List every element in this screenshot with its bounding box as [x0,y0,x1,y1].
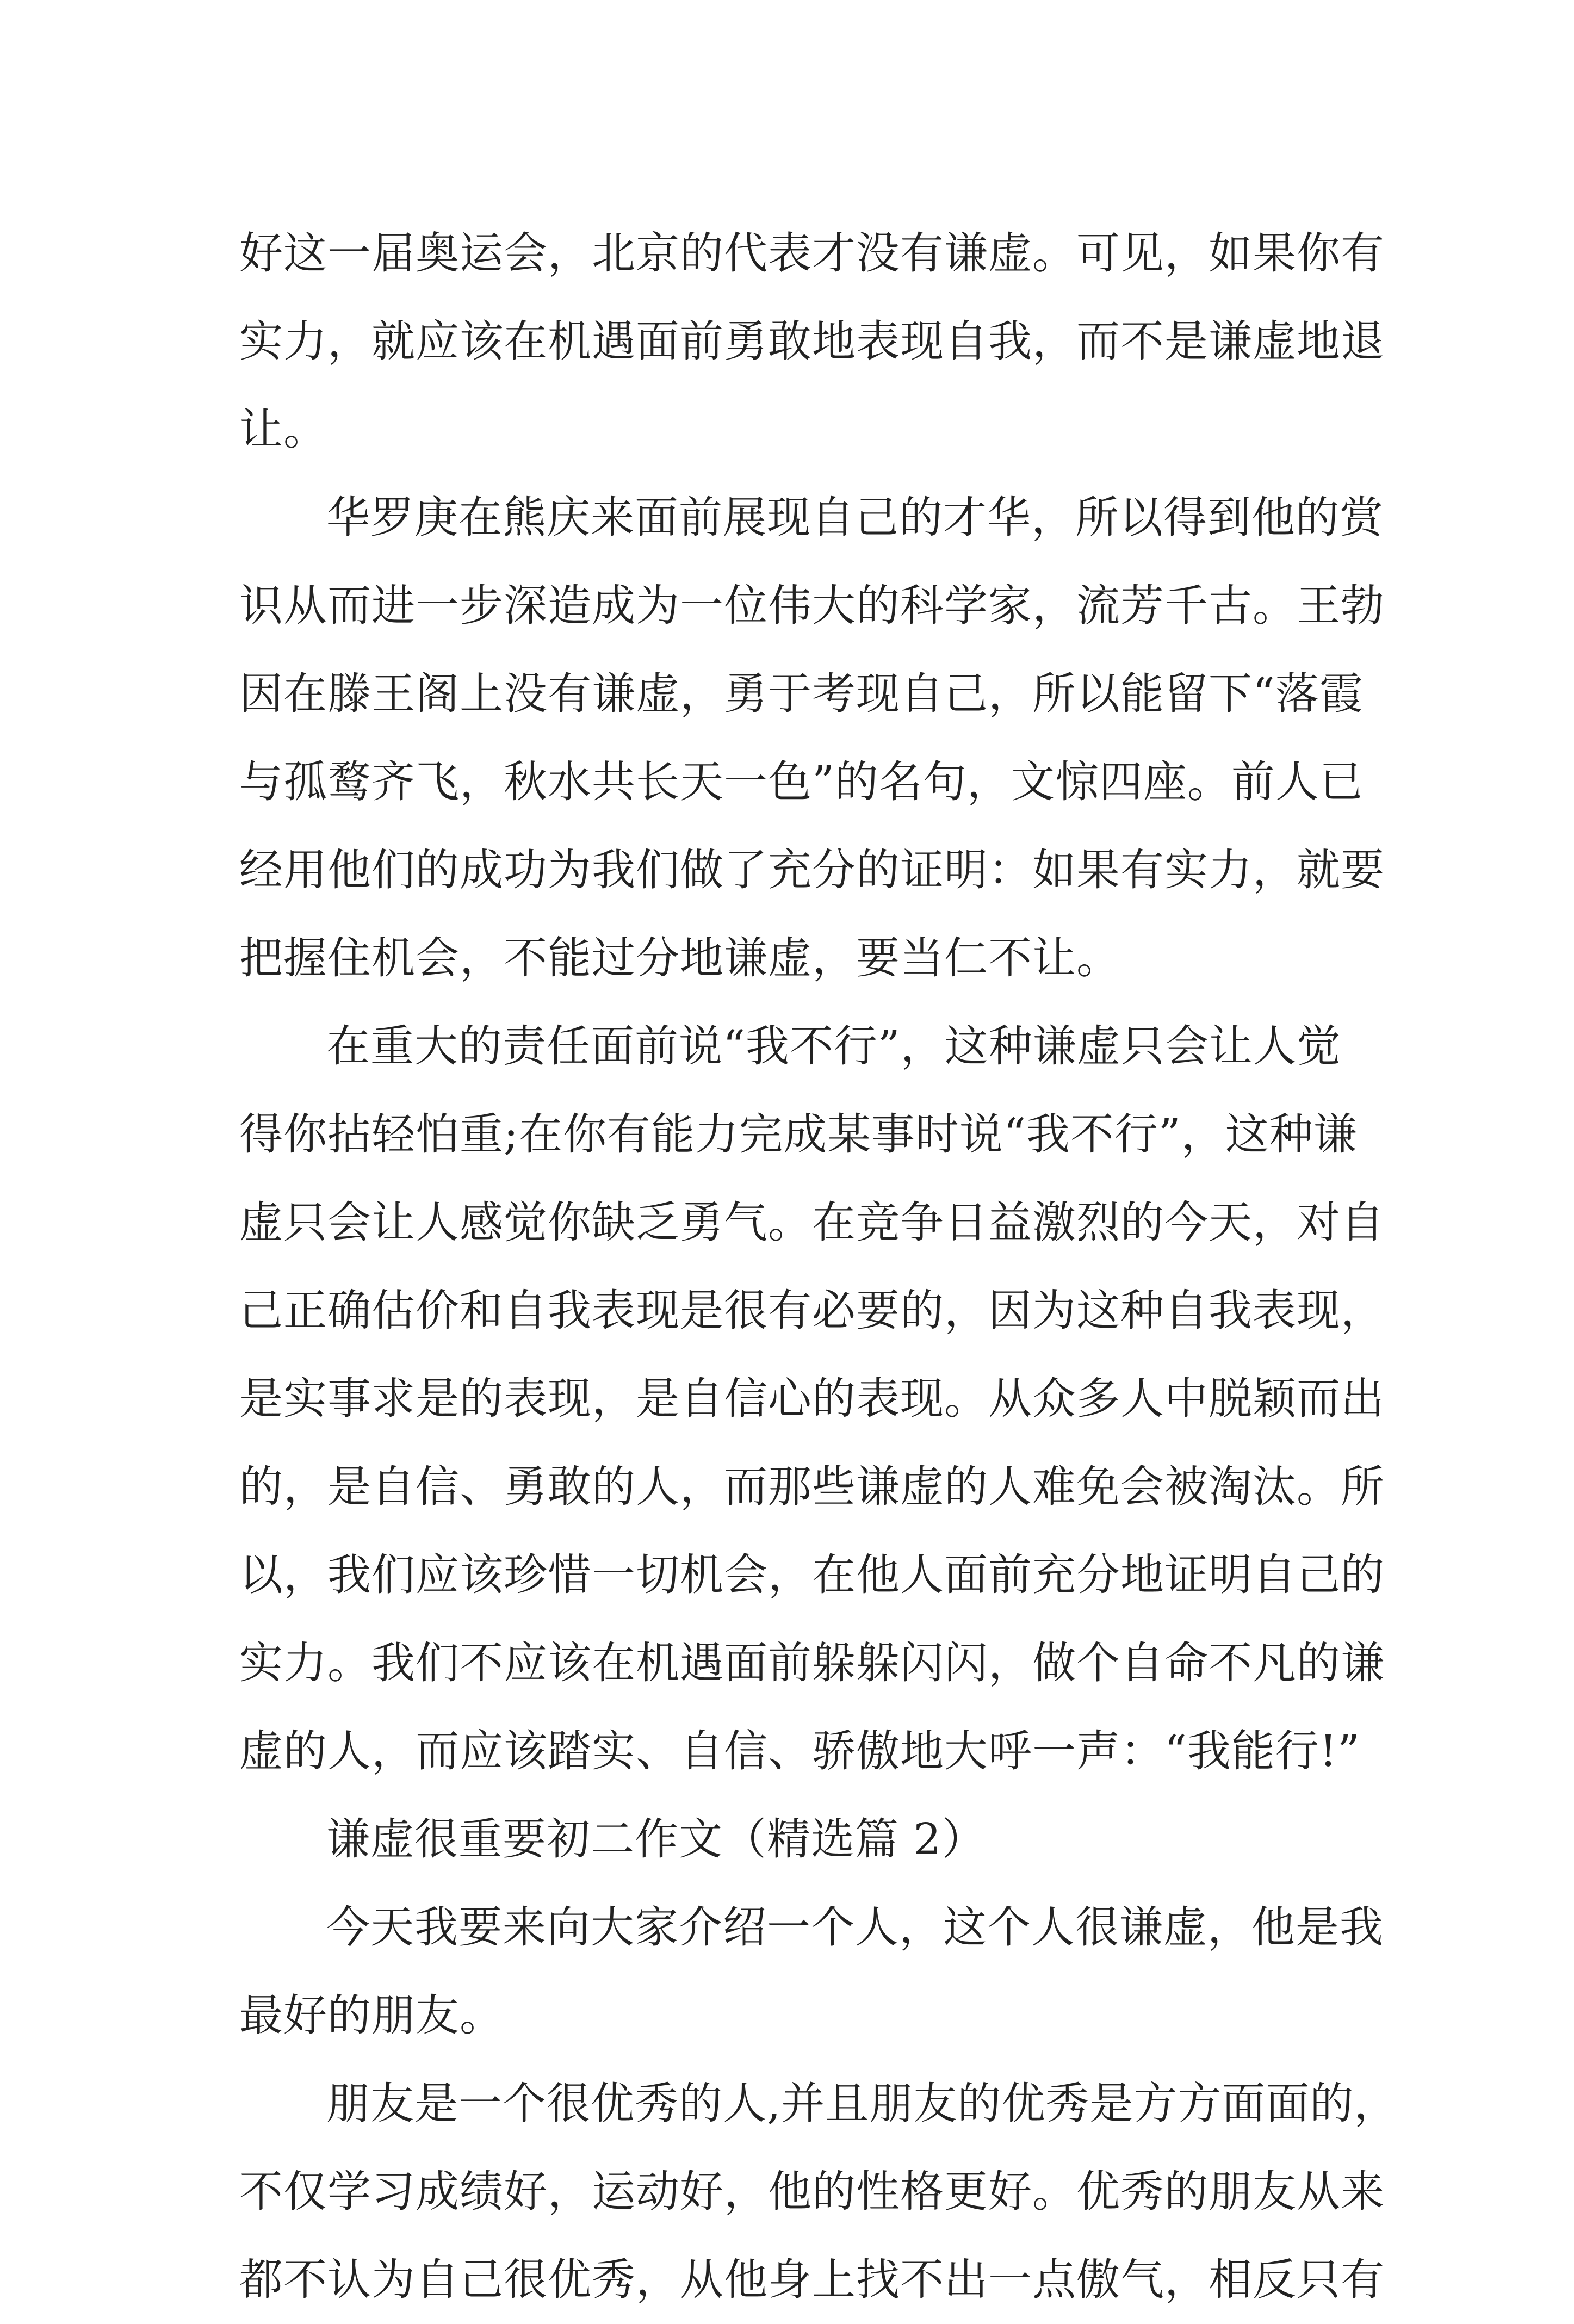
text-line: 都不认为自己很优秀，从他身上找不出一点傲气，相反只有 [239,2254,1385,2305]
paragraph-start-line: 华罗庚在熊庆来面前展现自己的才华，所以得到他的赏 [326,492,1384,543]
text-line: 因在滕王阁上没有谦虚，勇于考现自己，所以能留下“落霞 [239,668,1364,719]
article-body [239,209,1398,2324]
text-line: 虚的人，而应该踏实、自信、骄傲地大呼一声：“我能行!” [239,1726,1360,1776]
text-line: 与孤鹜齐飞，秋水共长天一色”的名句，文惊四座。前人已 [239,757,1364,807]
text-line: 让。 [239,404,327,455]
text-line: 最好的朋友。 [239,1990,504,2041]
text-line: 得你拈轻怕重;在你有能力完成某事时说“我不行”，这种谦 [239,1109,1358,1160]
paragraph-start-line: 今天我要来向大家介绍一个人，这个人很谦虚，他是我 [326,1902,1384,1953]
text-line: 的，是自信、勇敢的人，而那些谦虚的人难免会被淘汰。所 [239,1461,1385,1512]
text-line: 不仅学习成绩好，运动好，他的性格更好。优秀的朋友从来 [239,2166,1385,2217]
paragraph-start-line: 在重大的责任面前说“我不行”，这种谦虚只会让人觉 [326,1021,1341,1071]
text-line: 以，我们应该珍惜一切机会，在他人面前充分地证明自己的 [239,1550,1385,1600]
text-line: 识从而进一步深造成为一位伟大的科学家，流芳千古。王勃 [239,580,1385,631]
paragraph-start-line: 朋友是一个很优秀的人,并且朋友的优秀是方方面面的， [326,2078,1398,2129]
text-line: 实力，就应该在机遇面前勇敢地表现自我，而不是谦虚地退 [239,316,1385,367]
text-line: 把握住机会，不能过分地谦虚，要当仁不让。 [239,933,1120,983]
text-line: 己正确估价和自我表现是很有必要的，因为这种自我表现， [239,1285,1385,1336]
text-line: 是实事求是的表现，是自信心的表现。从众多人中脱颖而出 [239,1373,1385,1424]
section-heading: 谦虚很重要初二作文（精选篇 2） [326,1814,986,1864]
text-line: 经用他们的成功为我们做了充分的证明：如果有实力，就要 [239,845,1385,895]
text-line: 实力。我们不应该在机遇面前躲躲闪闪，做个自命不凡的谦 [239,1638,1385,1688]
text-line: 好这一届奥运会，北京的代表才没有谦虚。可见，如果你有 [239,228,1385,278]
text-line: 虚只会让人感觉你缺乏勇气。在竞争日益激烈的今天，对自 [239,1197,1385,1248]
